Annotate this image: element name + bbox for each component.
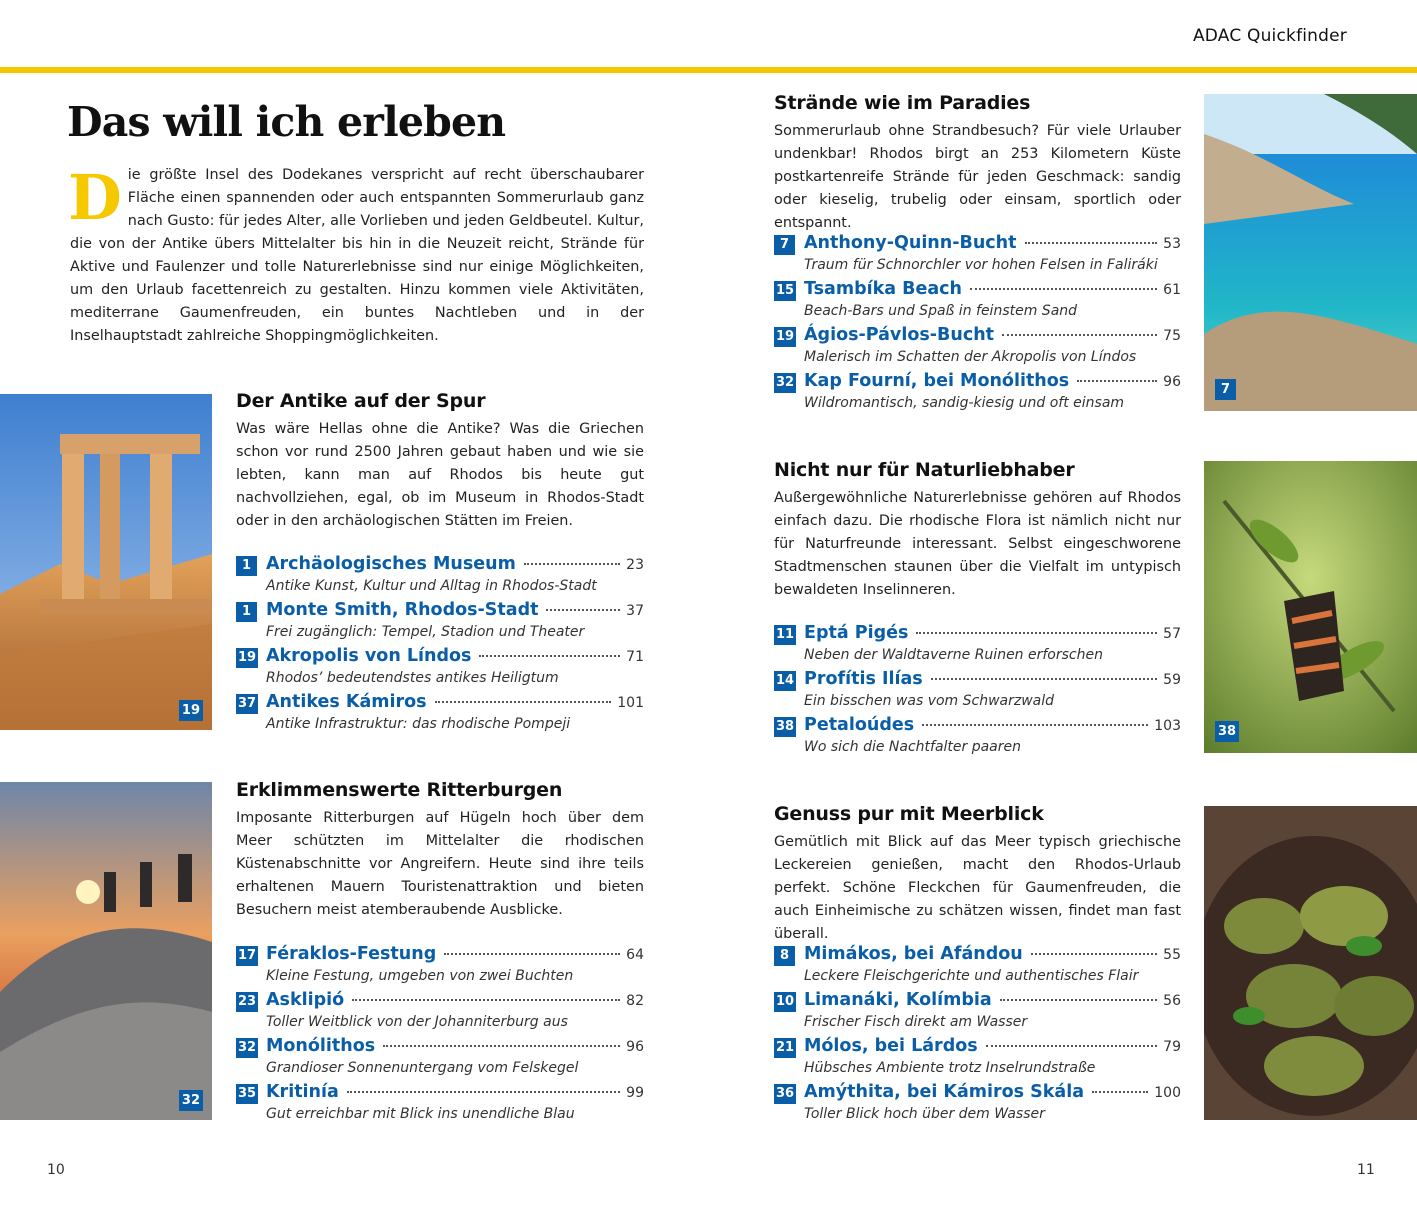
list-item[interactable] (236, 600, 644, 646)
natur-entries (774, 623, 1181, 761)
list-item[interactable] (774, 233, 1181, 279)
page-number-left: 10 (47, 1162, 65, 1178)
bay-photo-badge: 7 (1215, 379, 1236, 400)
list-item[interactable] (236, 646, 644, 692)
entry-page: 82 (626, 993, 644, 1009)
entry-name[interactable]: Profítis Ilías (804, 669, 923, 689)
section-burgen (236, 779, 644, 922)
entry-leader (1025, 242, 1158, 244)
entry-leader (1031, 953, 1157, 955)
list-item[interactable] (236, 990, 644, 1036)
entry-number: 7 (774, 235, 795, 255)
entry-description: Gut erreichbar mit Blick ins unendliche Blau (266, 1106, 575, 1122)
moth-photo-badge: 38 (1215, 721, 1239, 742)
entry-number: 19 (236, 648, 258, 668)
entry-number: 14 (774, 671, 796, 691)
straende-entries (774, 233, 1181, 417)
entry-number: 32 (236, 1038, 258, 1058)
intro-dropcap: D (68, 161, 122, 234)
entry-number: 15 (774, 281, 796, 301)
moth-photo (1204, 461, 1417, 753)
entry-leader (347, 1091, 620, 1093)
list-item[interactable] (774, 623, 1181, 669)
entry-number: 1 (236, 556, 257, 576)
section-genuss-text: Gemütlich mit Blick auf das Meer typisch griechische Leckereien genießen, macht den Rhodos-Urlaub perfekt. Schöne Fleckchen für Gaumenfreuden, die auch Einheimische zu schätzen wissen, findet man fast überall. (774, 834, 1181, 942)
food-photo (1204, 806, 1417, 1120)
entry-page: 23 (626, 557, 644, 573)
quickfinder-label: ADAC Quickfinder (1192, 26, 1347, 46)
entry-name[interactable]: Eptá Pigés (804, 623, 909, 643)
entry-number: 19 (774, 327, 796, 347)
entry-page: 71 (626, 649, 644, 665)
entry-name[interactable]: Archäologisches Museum (266, 554, 516, 574)
entry-description: Toller Blick hoch über dem Wasser (804, 1106, 1045, 1122)
entry-page: 59 (1163, 672, 1181, 688)
section-natur-text: Außergewöhnliche Naturerlebnisse gehören auf Rhodos einfach dazu. Die rhodische Flora ist nämlich nicht nur für Naturfreunde interessant. Selbst eingeschworene Stadtmenschen staunen über die Vielfalt im untypisch bewaldeten Inselinneren. (774, 490, 1181, 598)
list-item[interactable] (774, 669, 1181, 715)
entry-name[interactable]: Ágios-Pávlos-Bucht (804, 325, 995, 345)
entry-page: 55 (1163, 947, 1181, 963)
section-straende (774, 92, 1181, 235)
entry-description: Antike Infrastruktur: das rhodische Pompeji (266, 716, 571, 732)
section-burgen-text: Imposante Ritterburgen auf Hügeln hoch über dem Meer schützten im Mittelalter die rhodischen Küstenabschnitte vor Angreifern. Heute sind ihre teils erhaltenen Mauern Touristenattraktion und bieten Besuchern meist atemberaubende Ausblicke. (236, 810, 644, 918)
entry-leader (352, 999, 620, 1001)
section-antike-text: Was wäre Hellas ohne die Antike? Was die Griechen schon vor rund 2500 Jahren gebaut haben und wie sie lebten, kann man auf Rhodos bis heute gut nachvollziehen, egal, ob im Museum in Rhodos-Stadt oder in den archäologischen Stätten im Freien. (236, 421, 644, 529)
entry-name[interactable]: Amýthita, bei Kámiros Skála (804, 1082, 1085, 1102)
list-item[interactable] (236, 692, 644, 738)
entry-page: 96 (626, 1039, 644, 1055)
section-antike-title: Der Antike auf der Spur (236, 390, 486, 412)
entry-description: Wo sich die Nachtfalter paaren (804, 739, 1022, 755)
entry-leader (970, 288, 1157, 290)
entry-name[interactable]: Limanáki, Kolímbia (804, 990, 992, 1010)
entry-name[interactable]: Kritinía (266, 1082, 339, 1102)
list-item[interactable] (236, 1036, 644, 1082)
list-item[interactable] (774, 325, 1181, 371)
entry-number: 1 (236, 602, 257, 622)
entry-page: 75 (1163, 328, 1181, 344)
list-item[interactable] (774, 371, 1181, 417)
entry-leader (479, 655, 620, 657)
entry-name[interactable]: Mimákos, bei Afándou (804, 944, 1023, 964)
entry-description: Beach-Bars und Spaß in feinstem Sand (804, 303, 1078, 319)
list-item[interactable] (236, 944, 644, 990)
sunset-photo-badge: 32 (179, 1090, 203, 1111)
entry-page: 56 (1163, 993, 1181, 1009)
sunset-photo (0, 782, 212, 1120)
list-item[interactable] (774, 944, 1181, 990)
entry-description: Ein bisschen was vom Schwarzwald (804, 693, 1055, 709)
entry-page: 53 (1163, 236, 1181, 252)
entry-number: 21 (774, 1038, 796, 1058)
burgen-entries (236, 944, 644, 1128)
antike-entries (236, 554, 644, 738)
entry-leader (435, 701, 612, 703)
entry-description: Grandioser Sonnenuntergang vom Felskegel (266, 1060, 579, 1076)
entry-name[interactable]: Anthony-Quinn-Bucht (804, 233, 1017, 253)
entry-leader (1000, 999, 1157, 1001)
entry-number: 17 (236, 946, 258, 966)
entry-page: 57 (1163, 626, 1181, 642)
page-title: Das will ich erleben (67, 98, 506, 146)
entry-description: Wildromantisch, sandig-kiesig und oft einsam (804, 395, 1125, 411)
entry-description: Traum für Schnorchler vor hohen Felsen in Faliráki (804, 257, 1158, 273)
list-item[interactable] (774, 1082, 1181, 1128)
list-item[interactable] (236, 1082, 644, 1128)
section-genuss (774, 803, 1181, 946)
section-genuss-title: Genuss pur mit Meerblick (774, 803, 1044, 825)
entry-name[interactable]: Monólithos (266, 1036, 376, 1056)
entry-description: Frei zugänglich: Tempel, Stadion und Theater (266, 624, 585, 640)
entry-name[interactable]: Tsambíka Beach (804, 279, 962, 299)
section-natur (774, 459, 1181, 602)
entry-number: 36 (774, 1084, 796, 1104)
entry-leader (1077, 380, 1157, 382)
entry-leader (986, 1045, 1158, 1047)
section-straende-title: Strände wie im Paradies (774, 92, 1031, 114)
entry-leader (922, 724, 1148, 726)
entry-number: 35 (236, 1084, 258, 1104)
entry-page: 79 (1163, 1039, 1181, 1055)
entry-description: Malerisch im Schatten der Akropolis von Líndos (804, 349, 1137, 365)
section-straende-text: Sommerurlaub ohne Strandbesuch? Für viele Urlauber undenkbar! Rhodos birgt an 253 Kilometern Küste postkartenreife Strände für jeden Geschmack: sandig oder kieselig, trubelig oder einsam, sportlich oder entspannt. (774, 123, 1181, 231)
entry-number: 11 (774, 625, 796, 645)
entry-leader (524, 563, 620, 565)
entry-name[interactable]: Féraklos-Festung (266, 944, 437, 964)
entry-name[interactable]: Monte Smith, Rhodos-Stadt (266, 600, 539, 620)
entry-name[interactable]: Akropolis von Líndos (266, 646, 472, 666)
entry-page: 96 (1163, 374, 1181, 390)
entry-page: 99 (626, 1085, 644, 1101)
entry-leader (444, 953, 620, 955)
section-natur-title: Nicht nur für Naturliebhaber (774, 459, 1075, 481)
list-item[interactable] (774, 990, 1181, 1036)
header-rule (0, 67, 1417, 73)
entry-description: Kleine Festung, umgeben von zwei Buchten (266, 968, 574, 984)
entry-leader (916, 632, 1157, 634)
page-number-right: 11 (1357, 1162, 1375, 1178)
list-item[interactable] (774, 1036, 1181, 1082)
entry-page: 100 (1154, 1085, 1181, 1101)
entry-leader (1002, 334, 1157, 336)
intro-paragraph (68, 161, 644, 348)
list-item[interactable] (774, 279, 1181, 325)
section-burgen-title: Erklimmenswerte Ritterburgen (236, 779, 563, 801)
entry-leader (546, 609, 620, 611)
section-antike (236, 390, 644, 533)
temple-photo-badge: 19 (179, 700, 203, 721)
entry-leader (931, 678, 1157, 680)
intro-text: ie größte Insel des Dodekanes verspricht auf recht überschaubarer Fläche einen spannenden oder auch entspannten Sommerurlaub ganz nach Gusto: für jedes Alter, alle Vorlieben und jeden Geldbeutel. Kultur, die von der Antike übers Mittelalter bis hin in die Neuzeit reicht, Strände für Aktive und Faulenzer und tolle Naturerlebnisse sind nur einige Möglichkeiten, um den Urlaub facettenreich zu gestalten. Hinzu kommen viele Aktivitäten, mediterrane Gaumenfreuden, ein buntes Nachtleben und in der Inselhauptstadt zahlreiche Shoppingmöglichkeiten. (70, 167, 644, 344)
entry-description: Neben der Waldtaverne Ruinen erforschen (804, 647, 1103, 663)
entry-number: 38 (774, 717, 796, 737)
entry-name[interactable]: Asklipió (266, 990, 345, 1010)
entry-number: 10 (774, 992, 796, 1012)
entry-page: 37 (626, 603, 644, 619)
list-item[interactable] (236, 554, 644, 600)
entry-page: 64 (626, 947, 644, 963)
entry-page: 101 (617, 695, 644, 711)
genuss-entries (774, 944, 1181, 1128)
list-item[interactable] (774, 715, 1181, 761)
entry-description: Toller Weitblick von der Johanniterburg aus (266, 1014, 568, 1030)
entry-number: 37 (236, 694, 258, 714)
bay-photo (1204, 94, 1417, 411)
entry-description: Antike Kunst, Kultur und Alltag in Rhodos-Stadt (266, 578, 597, 594)
entry-leader (383, 1045, 620, 1047)
entry-number: 32 (774, 373, 796, 393)
entry-description: Hübsches Ambiente trotz Inselrundstraße (804, 1060, 1096, 1076)
entry-description: Rhodos’ bedeutendstes antikes Heiligtum (266, 670, 559, 686)
entry-page: 61 (1163, 282, 1181, 298)
entry-name[interactable]: Petaloúdes (804, 715, 915, 735)
entry-number: 23 (236, 992, 258, 1012)
entry-name[interactable]: Antikes Kámiros (266, 692, 427, 712)
temple-photo (0, 394, 212, 730)
entry-description: Leckere Fleischgerichte und authentisches Flair (804, 968, 1139, 984)
entry-leader (1092, 1091, 1148, 1093)
entry-page: 103 (1154, 718, 1181, 734)
entry-name[interactable]: Kap Fourní, bei Monólithos (804, 371, 1070, 391)
entry-number: 8 (774, 946, 795, 966)
entry-description: Frischer Fisch direkt am Wasser (804, 1014, 1028, 1030)
entry-name[interactable]: Mólos, bei Lárdos (804, 1036, 978, 1056)
